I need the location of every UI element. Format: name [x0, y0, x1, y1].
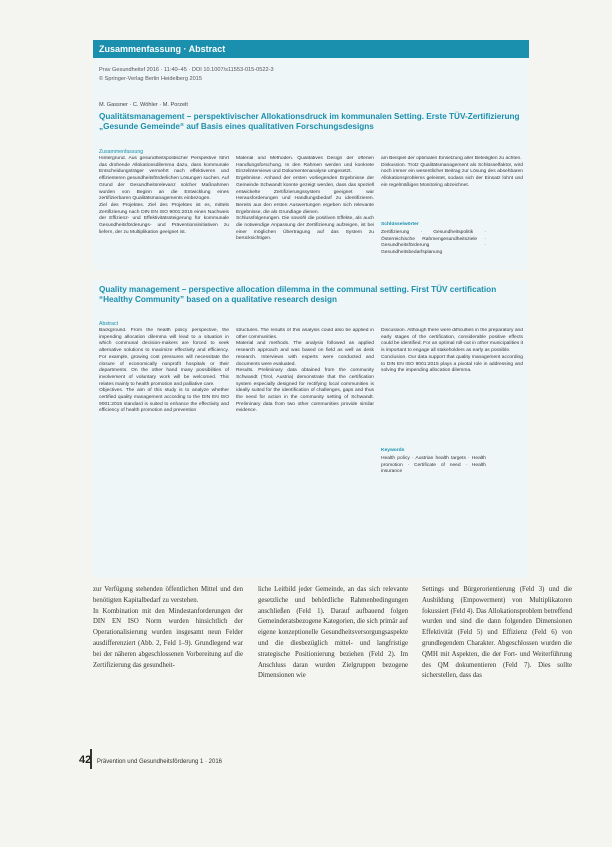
english-section-label: Abstract	[99, 321, 119, 327]
german-section-label: Zusammenfassung	[99, 149, 144, 155]
page-footer	[79, 754, 222, 766]
english-keywords-label: Keywords	[381, 448, 405, 453]
german-col-1: Hintergrund. Aus gesundheitspolitischer Perspektive führt das drohende Allokationsdilemma dazu, dass kommunale Entscheidungsträger vermehrt nach effektiveren und effizienteren gesundheitsförderlichen Lösungen suchen. Auf Grund der Gesundheitsrelevanz solcher Maßnahmen wurden von Beginn an die Entwicklung eines zertifizierbaren Qualitätsmanagements einbezogen. Ziel des Projektes. Ziel des Projektes ist es, mittels Zertifizierung nach DIN EN ISO 9001:2015 einen Nachweis der Effizienz- und Effektivitätssteigerung für kommunale Gesundheitsförderungs- und Präventionsinitiativen zu liefern, der zu Multiplikation geeignet ist.	[99, 156, 229, 235]
english-keywords: Health policy · Austrian health targets · Health promotion · Certificate of need · Health insurance	[381, 456, 486, 475]
citation: Prav Gesundheitsf 2016 · 11:40–45 · DOI 10.1007/s11553-015-0522-3	[99, 67, 274, 73]
english-col-2: structures. The results of this analysis could also be applied in other communities. Material and methods. The analysis followed an applied research approach and was based on field as well as desk research. Interviews with experts were conducted and documents were evaluated. Results. Preliminary data obtained from the community Schwandt (Tirol, Austria) demonstrate that the certification system especially designed for rectifying local communities is ideally suited for the identification of challenges, gaps and thus the need for action in the community setting of Schwandt. Preliminary data from two other communities provide similar evidence.	[236, 328, 374, 414]
page-number: 42	[79, 754, 92, 766]
german-col-2: Material und Methoden. Qualitatives Design der offenen Handlungsforschung. In den Rahmen werden und konkrete Einzelinterviews und Dokumentenanalyse umgesetzt. Ergebnisse. Anhand der ersten vorliegenden Ergebnisse der Gemeinde Schwandt konnte gezeigt werden, dass das speziell entwickelte Zertifizierungssystem geeignet war Herausforderungen und Handlungsbedarf zu identifizieren. Bereits aus den ersten Auswertungen ergeben sich relevante Ergebnisse, die als Grundlage dienen. Schlussfolgerungen. Die sowohl die positiven Effekte, als auch die notwendige Anpassung der Zertifizierung aufzeigen, ist bei einer möglichen Übertragung auf das System zu berücksichtigen.	[236, 156, 374, 242]
german-title: Qualitätsmanagement – perspektivischer Allokationsdruck im kommunalen Setting. Erste TÜV-Zertifizierung „Gesunde Gemeinde“ auf Basis eines qualitativen Forschungsdesigns	[99, 112, 520, 131]
section-header-bar: Zusammenfassung · Abstract	[93, 40, 529, 58]
body-col-2: liche Leitbild jeder Gemeinde, an das sich relevante gesetzliche und behördliche Rahmenbedingungen anschließen (Feld 1). Darauf aufbauend folgen Gemeinderatsbezogene Kategorien, die sich primär auf eigene konzeptionelle Gesundheitsversorgungsaspekte und die diesbezüglich mittel- und langfristige strategische Positionierung beziehen (Feld 2). Im Anschluss daran wurden Zielgruppen bezogene Dimensionen wie	[258, 586, 408, 680]
authors: M. Gassner · C. Wöhler · M. Porzelt	[99, 102, 188, 108]
english-title: Quality management – perspective allocation dilemma in the communal setting. First TÜV certification “Healthy Community” based on a qualitative research design	[99, 285, 497, 304]
german-col-3: am Beispiel der optimalen Einsetzung aller Beteiligten zu achten. Diskussion. Trotz Qualitätsmanagement als Schlüsselfaktor, wird noch immer ein wesentlicher Beitrag zur Lösung des absehbaren Allokationsproblems geleistet, sodass sich der Einsatz lohnt und ein regelmäßiges Monitoring abzeichnet.	[381, 156, 523, 188]
english-col-1: Background. From the health policy perspective, the impending allocation dilemma will lead to a situation in which communal decision-makers are forced to seek alternative solutions to maximize effectivity and efficiency. For example, growing cost pressures will necessitate the closure of economically nonprofit hospitals or their departments. On the other hand many possibilities of involvement of voluntary work will be welcomed. This relates mainly to health promotion and palliative care. Objectives. The aim of this study is to analyze whether certified quality management according to the DIN EN ISO 9001:2015 standard is suited to enhance the effectivity and efficiency of health promotion and prevention	[99, 328, 229, 414]
english-col-3: Discussion. Although there were difficulties in the preparatory and early stages of the certification, considerable positive effects could be identified. For an optimal roll-out in other municipalities it is important to engage all stakeholders as early as possible. Conclusion. Our data support that quality management according to DIN EN ISO 9001:2015 plays a pivotal role in addressing and solving the impending allocation dilemma.	[381, 328, 523, 374]
journal-name: Prävention und Gesundheitsförderung 1 · 2016	[96, 759, 223, 765]
german-keywords: Zertifizierung · Gesundheitspolitik · Österreichische Rahmengesundheitsziele · Gesundheitsförderung · Gesundheitsbedarfsplanung	[381, 230, 486, 256]
body-col-3: Settings und Bürgerorientierung (Feld 3) und die Ausbildung (Empowerment) von Multiplikatoren fokussiert (Feld 4). Das Allokationsproblem betreffend wurden und sind die dann folgenden Dimensionen Effektivität (Feld 5) und Effizienz (Feld 6) von grundlegendem Charakter. Abgeschlossen wurden die QMH mit Aspekten, die der Fort- und Weiterführung des QM dokumentieren (Feld 7). Dies sollte sicherstellen, dass das	[422, 586, 572, 680]
body-col-1: zur Verfügung stehenden öffentlichen Mittel und den benötigten Kapitalbedarf zu verstehen. In Kombination mit den Mindestanforderungen der DIN EN ISO Norm wurden hinsichtlich der Operationalisierung wurden insgesamt neun Felder ausdifferenziert (Abb. 2, Feld 1–9). Grundlegend war bei der näheren abgeschlossenen Vorbereitung auf die Zertifizierung das gesundheit-	[93, 586, 243, 669]
publisher: © Springer-Verlag Berlin Heidelberg 2015	[99, 76, 203, 82]
german-keywords-label: Schlüsselwörter	[381, 222, 419, 227]
